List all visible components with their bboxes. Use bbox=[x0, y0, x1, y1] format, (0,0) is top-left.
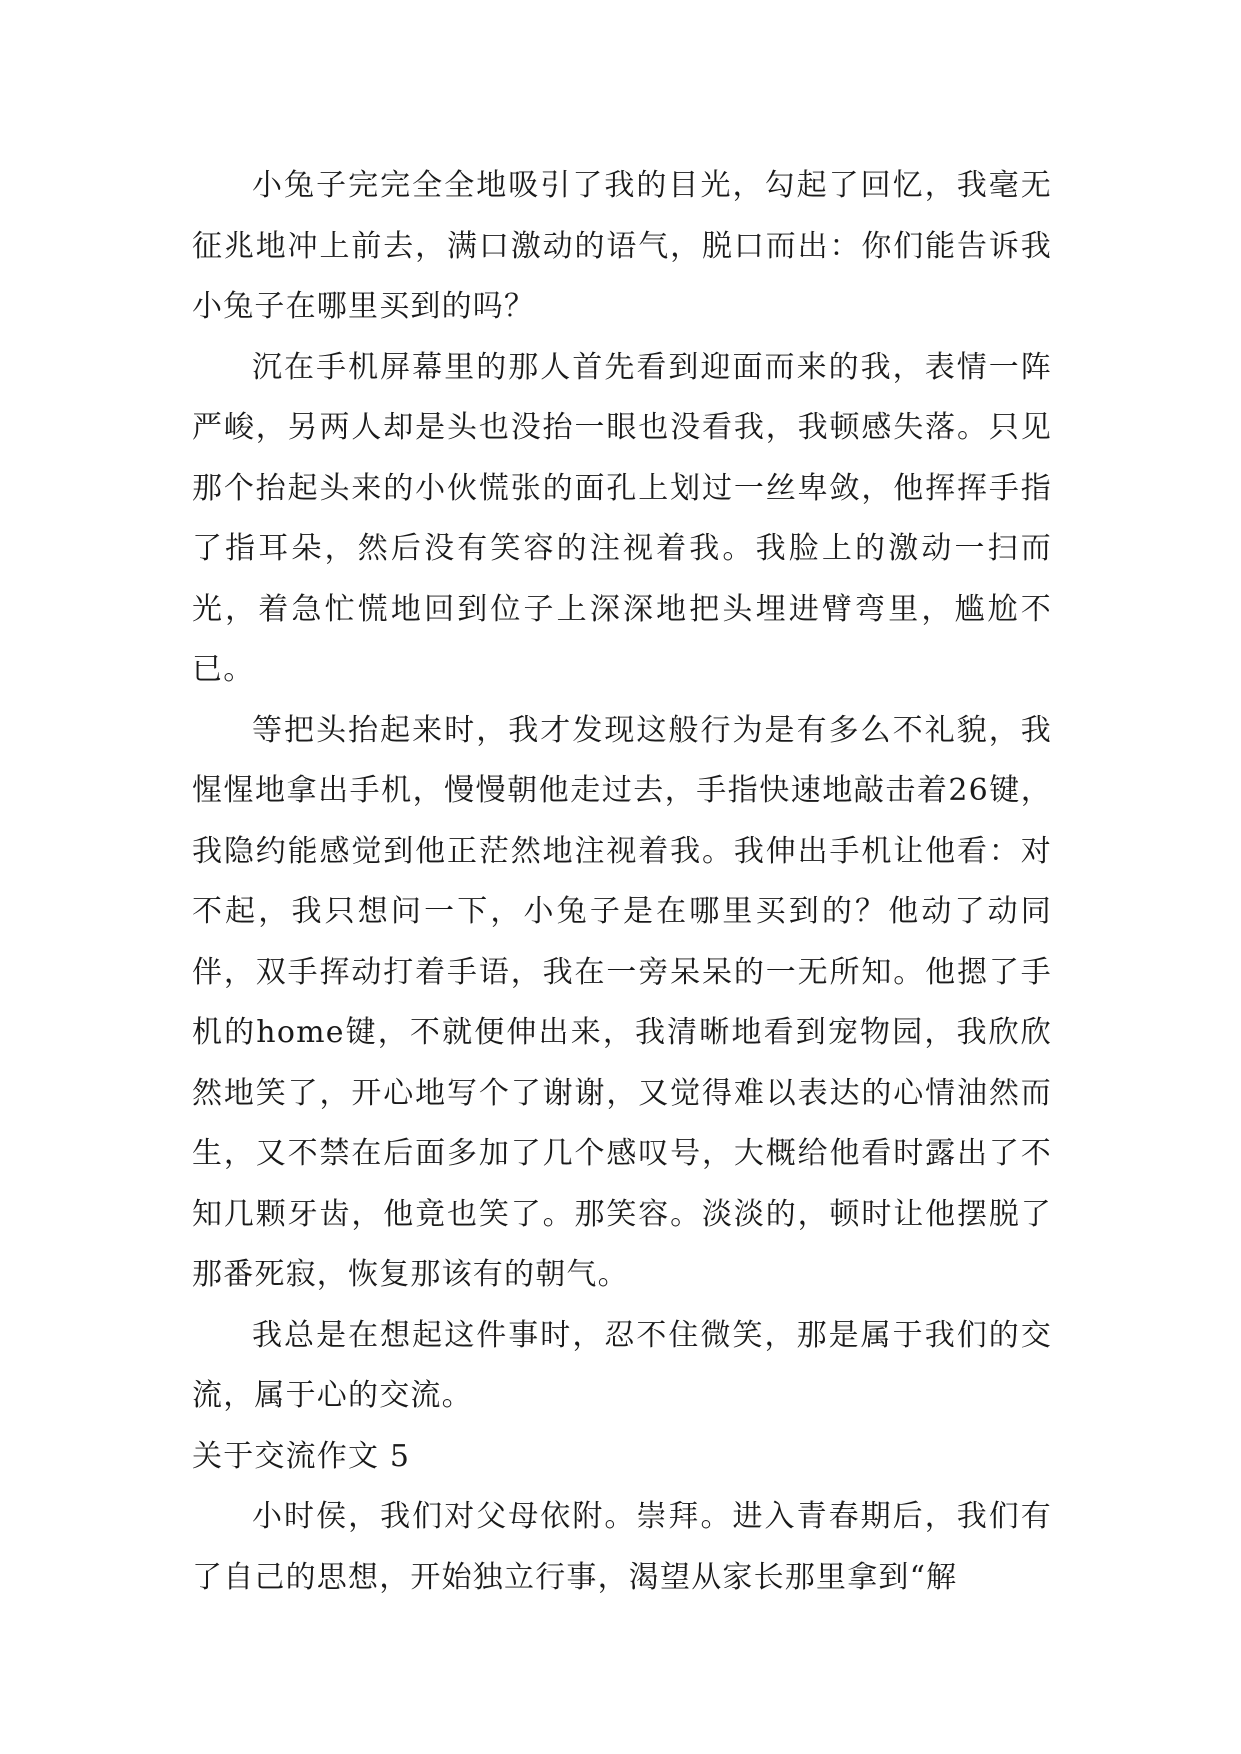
paragraph: 小兔子完完全全地吸引了我的目光，勾起了回忆，我毫无征兆地冲上前去，满口激动的语气，脱口而出：你们能告诉我小兔子在哪里买到的吗？ bbox=[192, 168, 1052, 324]
paragraph: 沉在手机屏幕里的那人首先看到迎面而来的我，表情一阵严峻，另两人却是头也没抬一眼也没看我，我顿感失落。只见那个抬起头来的小伙慌张的面孔上划过一丝卑敛，他挥挥手指了指耳朵，然后没有笑容的注视着我。我脸上的激动一扫而光，着急忙慌地回到位子上深深地把头埋进臂弯里，尴尬不已。 bbox=[192, 349, 1052, 687]
paragraph: 等把头抬起来时，我才发现这般行为是有多么不礼貌，我惺惺地拿出手机，慢慢朝他走过去，手指快速地敲击着26键，我隐约能感觉到他正茫然地注视着我。我伸出手机让他看：对不起，我只想问一下，小兔子是在哪里买到的？他动了动同伴，双手挥动打着手语，我在一旁呆呆的一无所知。他摁了手机的home键，不就便伸出来，我清晰地看到宠物园，我欣欣然地笑了，开心地写个了谢谢，又觉得难以表达的心情油然而生，又不禁在后面多加了几个感叹号，大概给他看时露出了不知几颗牙齿，他竟也笑了。那笑容。淡淡的，顿时让他摆脱了那番死寂，恢复那该有的朝气。 bbox=[192, 712, 1052, 1292]
paragraph: 小时侯，我们对父母依附。崇拜。进入青春期后，我们有了自己的思想，开始独立行事，渴望从家长那里拿到“解 bbox=[192, 1499, 1052, 1595]
document-body bbox=[192, 156, 1052, 1608]
section-heading: 关于交流作文 5 bbox=[192, 1438, 411, 1474]
paragraph: 我总是在想起这件事时，忍不住微笑，那是属于我们的交流，属于心的交流。 bbox=[192, 1317, 1052, 1413]
